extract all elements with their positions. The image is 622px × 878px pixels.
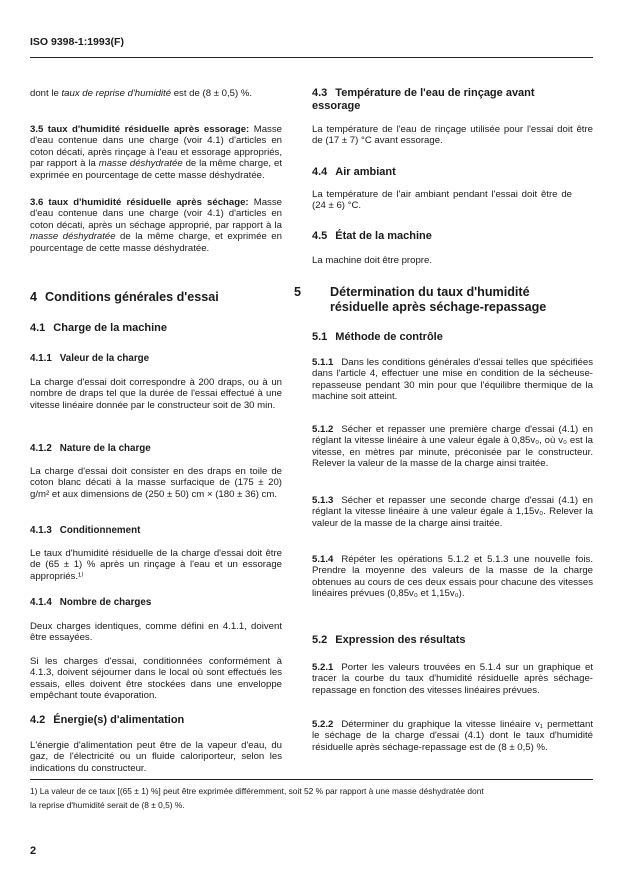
paragraph-5-1-2: 5.1.2 Sécher et repasser une première charge d'essai (4.1) en réglant la vitesse linéaire à une valeur égale à 0,85v₀, où v₀ est la vitesse, en mètres par minute, préconisée par le constructeur. Relever la valeur de la masse de la charge ainsi traitée. (312, 424, 593, 470)
section-4-1-heading: 4.1 Charge de la machine (30, 322, 168, 334)
definition-3-6: 3.6 taux d'humidité résiduelle après séchage: Masse d'eau contenue dans une charge (voir 4.1) d'articles en coton décati, après un séchage approprié, par rapport à la masse déshydratée de la même charge, et exprimée en pourcentage de cette masse déshydratée. (30, 197, 282, 254)
paragraph-4-5: La machine doit être propre. (312, 255, 432, 266)
page-number: 2 (30, 845, 37, 857)
section-4-1-3-heading: 4.1.3 Conditionnement (30, 525, 141, 536)
paragraph-5-1-1: 5.1.1 Dans les conditions générales d'essai telles que spécifiées dans l'article 4, effectuer une mise en condition de la sécheuse-repasseuse pendant 30 min pour que l'équilibre thermique de la machine soit atteint. (312, 357, 593, 403)
section-4-2-heading: 4.2 Énergie(s) d'alimentation (30, 714, 185, 726)
section-4-1-1-heading: 4.1.1 Valeur de la charge (30, 353, 150, 364)
paragraph-intro: dont le taux de reprise d'humidité est de (8 ± 0,5) %. (30, 88, 253, 99)
section-4-heading: 4 Conditions générales d'essai (30, 290, 219, 304)
section-4-5-heading: 4.5 État de la machine (312, 230, 432, 242)
paragraph-4-4: La température de l'air ambiant pendant l'essai doit être de (24 ± 6) °C. (312, 189, 572, 212)
paragraph-4-3: La température de l'eau de rinçage utilisée pour l'essai doit être de (17 ± 7) °C avant essorage. (312, 124, 593, 147)
definition-3-5: 3.5 taux d'humidité résiduelle après essorage: Masse d'eau contenue dans une charge (voir 4.1) d'articles en coton décati, après rinçage à l'eau et essorage appropriés, par rapport à la masse déshydratée de la même charge, et exprimée en pourcentage de cette masse déshydratée. (30, 124, 282, 181)
section-5-2-heading: 5.2 Expression des résultats (312, 634, 466, 646)
footnote-rule (30, 779, 593, 780)
paragraph-4-1-4a: Deux charges identiques, comme défini en 4.1.1, doivent être essayées. (30, 621, 282, 644)
paragraph-5-2-2: 5.2.2 Déterminer du graphique la vitesse linéaire v₁ permettant le séchage de la charge d'essai (4.1) dont le taux d'humidité résiduelle après séchage-repassage est de (8 ± 0,5) %. (312, 719, 593, 753)
paragraph-4-1-1: La charge d'essai doit correspondre à 200 draps, ou à un nombre de draps tel que la durée de l'essai effectué à une vitesse linéaire donnée par le constructeur soit de 30 min. (30, 377, 282, 411)
section-4-1-4-heading: 4.1.4 Nombre de charges (30, 597, 152, 608)
paragraph-4-1-3: Le taux d'humidité résiduelle de la charge d'essai doit être de (65 ± 1) % après un rinçage à l'eau et un essorage appropriés.¹⁾ (30, 548, 282, 582)
paragraph-4-2: L'énergie d'alimentation peut être de la vapeur d'eau, du gaz, de l'électricité ou un fluide caloriporteur, selon les indications du constructeur. (30, 740, 282, 774)
document-id: ISO 9398-1:1993(F) (30, 36, 124, 48)
section-5-heading: 5 Détermination du taux d'humidité résiduelle après séchage-repassage (294, 285, 547, 314)
section-4-1-2-heading: 4.1.2 Nature de la charge (30, 443, 151, 454)
footnote-line-1: 1) La valeur de ce taux [(65 ± 1) %] peut être exprimée différemment, soit 52 % par rapport à une masse déshydratée dont (30, 786, 484, 796)
paragraph-5-1-3: 5.1.3 Sécher et repasser une seconde charge d'essai (4.1) en réglant la vitesse linéaire à une valeur égale à 1,15v₀. Relever la valeur de la masse de la charge ainsi traitée. (312, 495, 593, 529)
paragraph-5-2-1: 5.2.1 Porter les valeurs trouvées en 5.1.4 sur un graphique et tracer la courbe du taux d'humidité résiduelle après séchage-repassage en fonction des vitesses linéaires prévues. (312, 662, 593, 696)
section-4-4-heading: 4.4 Air ambiant (312, 166, 396, 178)
footnote-line-2: la reprise d'humidité serait de (8 ± 0,5) %. (30, 800, 185, 810)
section-5-1-heading: 5.1 Méthode de contrôle (312, 331, 443, 343)
section-4-3-heading: 4.3 Température de l'eau de rinçage avant essorage (312, 87, 535, 112)
paragraph-4-1-2: La charge d'essai doit consister en des draps en toile de coton blanc décati à la masse surfacique de (175 ± 20) g/m² et aux dimensions de (250 ± 50) cm × (180 ± 36) cm. (30, 466, 282, 500)
paragraph-4-1-4b: Si les charges d'essai, conditionnées conformément à 4.1.3, doivent séjourner dans le local où sont effectués les essais, elles doivent être stockées dans une enveloppe empêchant toute évaporation. (30, 656, 282, 702)
paragraph-5-1-4: 5.1.4 Répéter les opérations 5.1.2 et 5.1.3 une nouvelle fois. Prendre la moyenne des valeurs de la masse de la charge obtenues au cours de ces deux essais pour chacune des vitesses linéaires prévues (0,85v₀ et 1,15v₀). (312, 554, 593, 600)
header-rule (30, 57, 593, 58)
